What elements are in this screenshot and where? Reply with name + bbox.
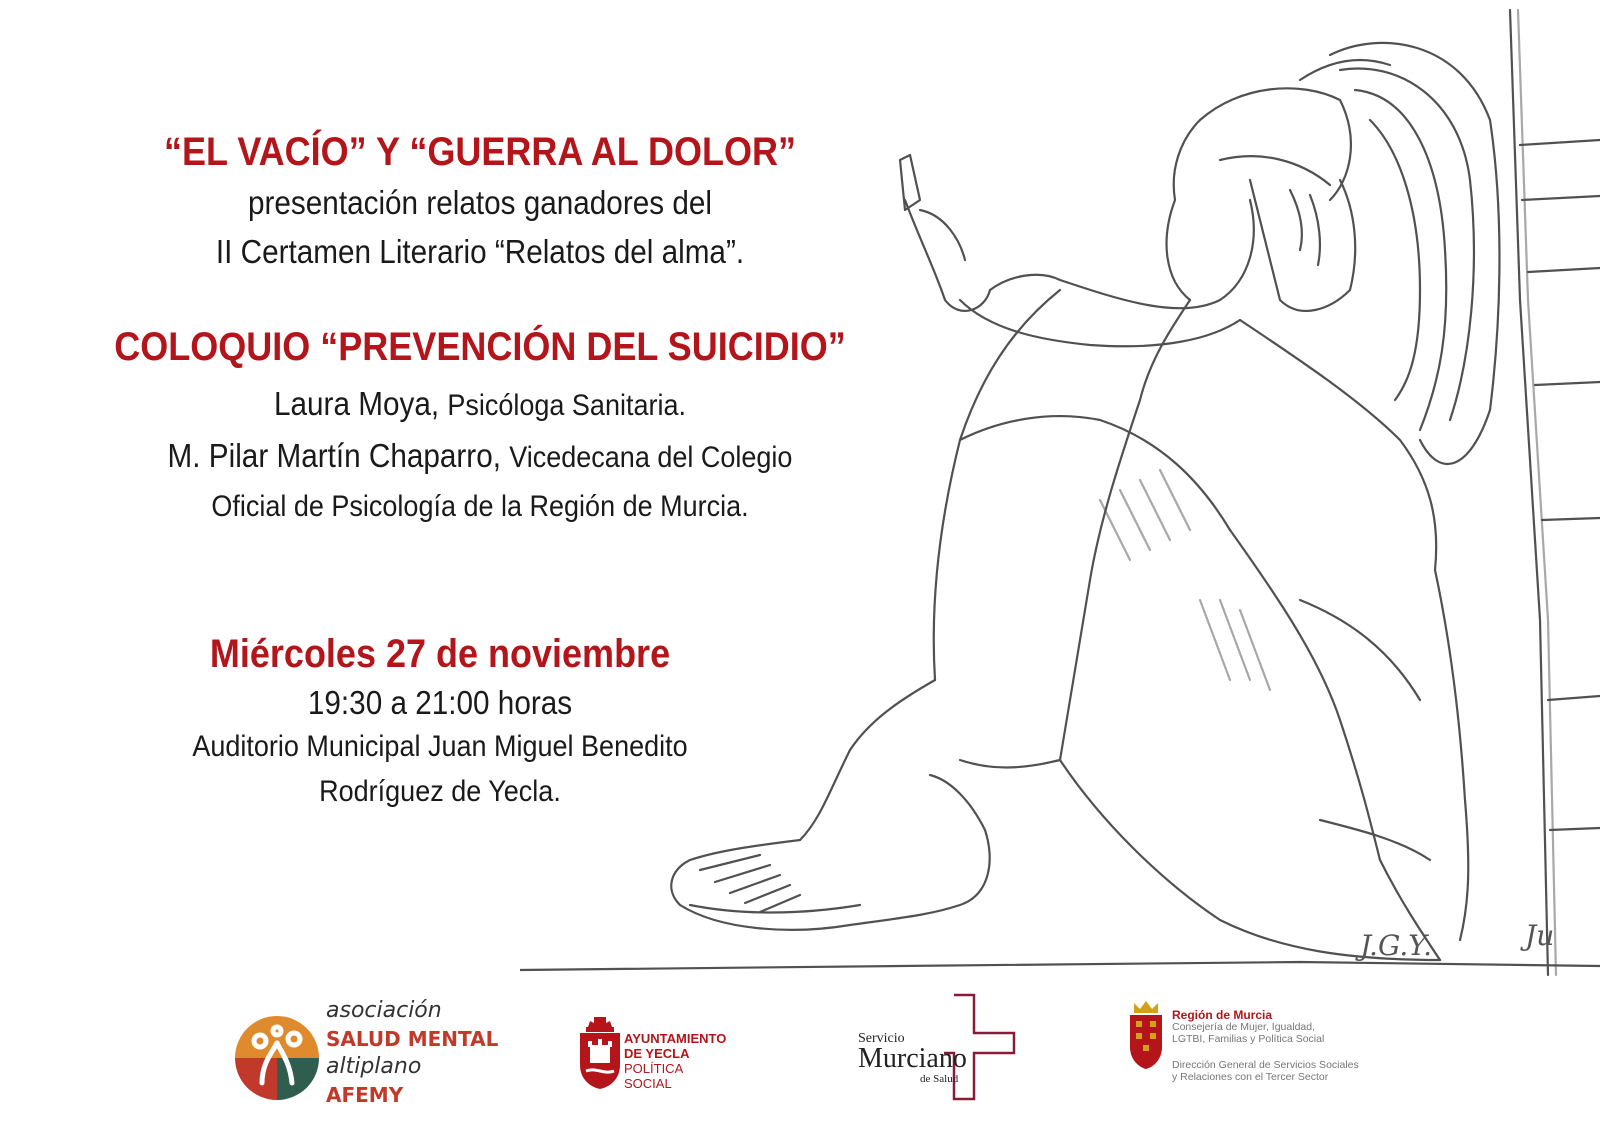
speaker-1-name: Laura Moya, — [273, 385, 440, 422]
speaker-1 — [48, 385, 912, 423]
afemy-line3: altiplano — [326, 1054, 422, 1079]
event-venue-line1: Auditorio Municipal Juan Miguel Benedito — [192, 730, 688, 763]
sponsor-logos — [0, 998, 1600, 1132]
yecla-logo — [576, 1015, 756, 1115]
speaker-2 — [48, 437, 912, 475]
afemy-logo — [232, 998, 502, 1115]
event-venue-line2: Rodríguez de Yecla. — [319, 775, 561, 808]
speaker-2-role: Vicedecana del Colegio — [509, 441, 793, 474]
sms-line3: de Salud — [920, 1073, 959, 1085]
afemy-line4: AFEMY — [326, 1083, 404, 1107]
yecla-line3: POLÍTICA — [624, 1061, 684, 1076]
afemy-line1: asociación — [326, 998, 442, 1023]
event-title-1: “EL VACÍO” Y “GUERRA AL DOLOR” — [163, 130, 797, 174]
event-time: 19:30 a 21:00 horas — [307, 684, 573, 721]
afemy-emblem-icon — [232, 1013, 322, 1103]
speaker-1-role: Psicóloga Sanitaria. — [447, 389, 686, 422]
event-title-2: COLOQUIO “PREVENCIÓN DEL SUICIDIO” — [114, 325, 846, 369]
event-date: Miércoles 27 de noviembre — [209, 632, 671, 676]
murcia-line1: Región de Murcia — [1172, 1008, 1273, 1022]
sms-logo — [854, 1005, 1034, 1115]
yecla-line2: DE YECLA — [624, 1046, 690, 1061]
svg-text:Ju: Ju — [1525, 919, 1555, 952]
murcia-line4: Dirección General de Servicios Sociales — [1172, 1059, 1359, 1071]
murcia-line2: Consejería de Mujer, Igualdad, — [1172, 1021, 1316, 1033]
yecla-coat-of-arms-icon — [576, 1015, 624, 1091]
event-subtitle-1-line2: II Certamen Literario “Relatos del alma”. — [215, 233, 745, 270]
speaker-2-role-line2: Oficial de Psicología de la Región de Murcia. — [211, 490, 749, 523]
artist-signature: J.G.Y. — [1360, 929, 1432, 962]
murcia-line5: y Relaciones con el Tercer Sector — [1172, 1071, 1329, 1083]
speaker-2-name: M. Pilar Martín Chaparro, — [167, 437, 501, 474]
region-murcia-logo — [1128, 1001, 1388, 1116]
yecla-line4: SOCIAL — [624, 1076, 672, 1091]
sms-line2: Murciano — [858, 1043, 967, 1074]
murcia-line3: LGTBI, Familias y Política Social — [1172, 1033, 1325, 1045]
event-subtitle-1-line1: presentación relatos ganadores del — [248, 184, 712, 221]
afemy-line2: SALUD MENTAL — [326, 1027, 499, 1051]
yecla-line1: AYUNTAMIENTO — [624, 1031, 727, 1046]
sms-line1: Servicio — [858, 1031, 905, 1046]
murcia-coat-of-arms-icon — [1128, 1001, 1164, 1071]
